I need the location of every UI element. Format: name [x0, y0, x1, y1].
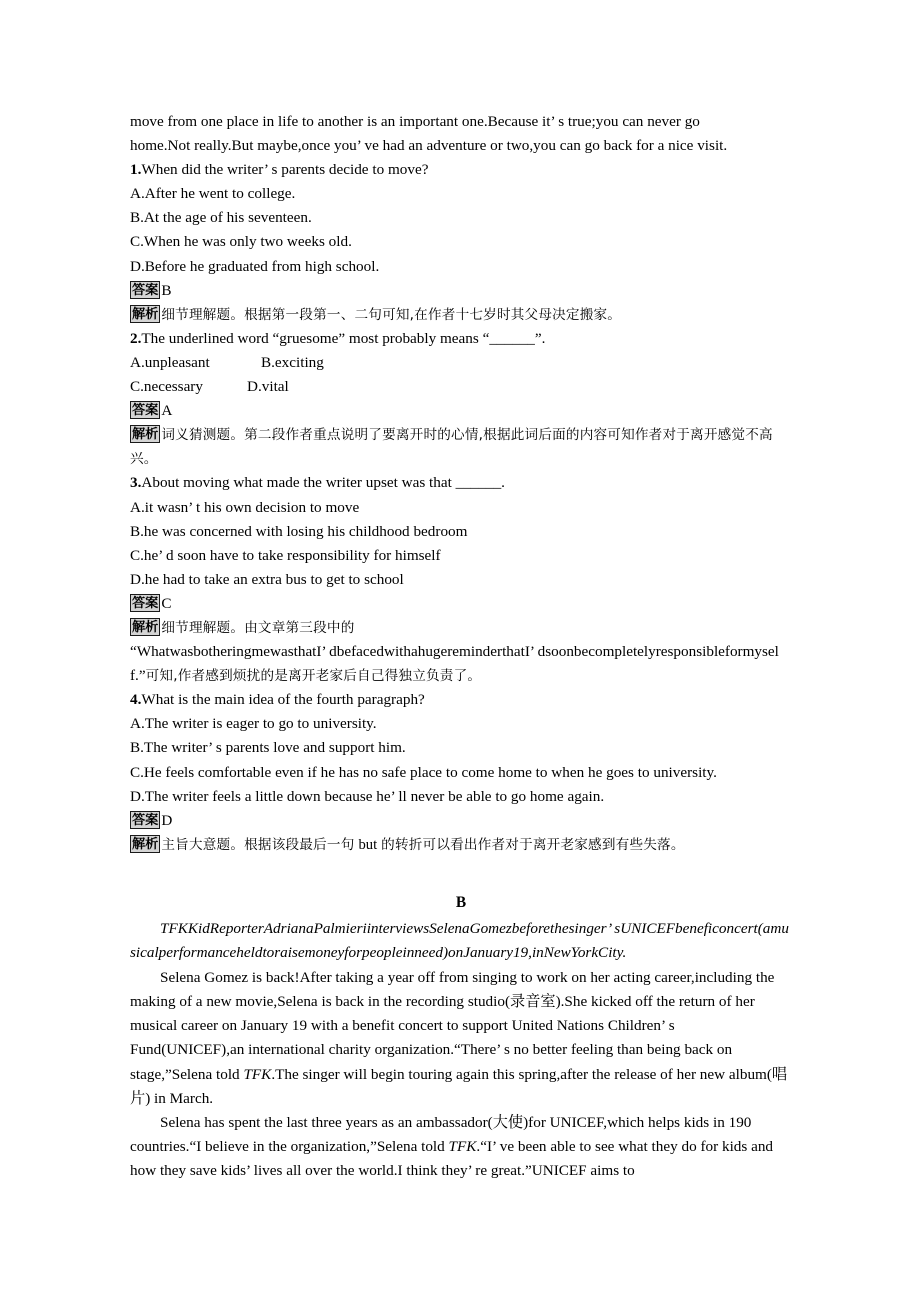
question-3-number: 3. [130, 474, 142, 492]
section-b-paragraph-1 [130, 966, 792, 1111]
question-2-analysis-text: 词义猜测题。第二段作者重点说明了要离开时的心情,根据此词后面的内容可知作者对于离开感觉不高兴。 [130, 427, 773, 468]
question-4-option-a[interactable]: A.The writer is eager to go to university. [130, 715, 377, 733]
question-4-answer-value: D [161, 811, 173, 829]
question-3-option-b[interactable]: B.he was concerned with losing his childhood bedroom [130, 522, 468, 540]
question-1-analysis-row [130, 303, 792, 327]
question-2-stem [130, 327, 792, 351]
section-b-paragraph-2 [130, 1111, 792, 1183]
analysis-label-badge: 解析 [132, 427, 159, 443]
analysis-label-badge: 解析 [132, 306, 159, 322]
question-1-option-c[interactable]: C.When he was only two weeks old. [130, 233, 352, 251]
answer-label-badge: 答案 [132, 812, 159, 828]
document-body [130, 110, 792, 1183]
question-4-number: 4. [130, 691, 142, 709]
question-4-option-c[interactable]: C.He feels comfortable even if he has no safe place to come home to when he goes to university. [130, 763, 717, 781]
section-b-label: B [455, 893, 467, 911]
paragraph-1-part-3: .The singer will begin touring again this spring,after the release of her new album(唱片) in March. [130, 1065, 788, 1107]
question-1-option-a[interactable]: A.After he went to college. [130, 185, 296, 203]
paragraph-2-part-1: Selena has spent the last three years as an ambassador(大使)for UNICEF,which helps kids in 190 countries.“I believe in the organization,”Selena told [130, 1113, 752, 1155]
question-4-option-d[interactable]: D.The writer feels a little down because he’ ll never be able to go home again. [130, 787, 605, 805]
paragraph-2-source-tfk: TFK [448, 1137, 477, 1155]
question-2-number: 2. [130, 329, 142, 347]
question-3-analysis-row [130, 616, 792, 640]
analysis-label-badge: 解析 [132, 619, 159, 635]
question-2-analysis-row [130, 423, 792, 471]
question-3-answer-value: C [161, 594, 172, 612]
question-3-analysis-tail: 可知,作者感到烦扰的是离开老家后自己得独立负责了。 [145, 668, 482, 685]
question-2-option-a[interactable]: A.unpleasant [130, 353, 210, 371]
question-3-answer-row [130, 592, 792, 616]
question-1-option-b[interactable]: B.At the age of his seventeen. [130, 209, 312, 227]
paragraph-1-source-tfk: TFK [243, 1065, 272, 1083]
question-2-option-b[interactable]: B.exciting [261, 353, 324, 371]
question-4-analysis-keyword: but [358, 836, 378, 853]
question-1-number: 1. [130, 161, 142, 179]
question-2-stem-text: The underlined word “gruesome” most probably means “______”. [141, 329, 546, 347]
question-2-option-d[interactable]: D.vital [247, 378, 289, 396]
paragraph-2-part-3: .“I’ ve been able to see what they do for kids and how they save kids’ lives all over the world.I think they’ re great.”UNICEF aims to [130, 1137, 774, 1179]
question-4-option-b[interactable]: B.The writer’ s parents love and support him. [130, 739, 406, 757]
answer-label-badge: 答案 [132, 282, 159, 298]
analysis-label-badge: 解析 [132, 836, 159, 852]
question-1-option-d[interactable]: D.Before he graduated from high school. [130, 257, 380, 275]
answer-label-badge: 答案 [132, 595, 159, 611]
question-1-stem-text: When did the writer’ s parents decide to move? [141, 161, 429, 179]
question-4-stem [130, 688, 792, 712]
question-4-stem-text: What is the main idea of the fourth paragraph? [141, 691, 425, 709]
question-3-analysis-quote: “WhatwasbotheringmewasthatI’ dbefacedwithahugereminderthatI’ dsoonbecompletelyresponsibleformyself.” [130, 643, 779, 685]
question-1-analysis-text: 细节理解题。根据第一段第一、二句可知,在作者十七岁时其父母决定搬家。 [161, 306, 622, 323]
question-3-stem-text: About moving what made the writer upset was that ______. [141, 474, 505, 492]
question-4-analysis-pre: 主旨大意题。根据该段最后一句 [161, 836, 355, 853]
question-2-option-row-1 [130, 351, 792, 375]
question-3-option-c[interactable]: C.he’ d soon have to take responsibility for himself [130, 546, 441, 564]
passage-tail-line-1: move from one place in life to another is an important one.Because it’ s true;you can never go [130, 113, 700, 130]
question-3-option-a[interactable]: A.it wasn’ t his own decision to move [130, 498, 360, 516]
paragraph-1-part-1: Selena Gomez is back!After taking a year off from singing to work on her acting career,including the making of a new movie,Selena is back in the recording studio(录音室).She kicked off the return of her musical career on January 19 with a benefit concert to support United Nations Children’ s Fund(UNICEF),an international charity organization.“There’ s no better feeling than being back on stage,”Selena told [130, 969, 775, 1083]
question-4-analysis-post: 的转折可以看出作者对于离开老家感到有些失落。 [381, 836, 685, 853]
question-2-answer-value: A [161, 402, 173, 420]
question-3-stem [130, 471, 792, 495]
question-3-analysis-lead: 细节理解题。由文章第三段中的 [161, 619, 355, 636]
question-4-analysis-row [130, 833, 792, 857]
question-2-answer-row [130, 399, 792, 423]
answer-label-badge: 答案 [132, 403, 159, 419]
question-3-option-d[interactable]: D.he had to take an extra bus to get to school [130, 570, 404, 588]
question-1-stem [130, 158, 792, 182]
question-3-analysis-quote-row [130, 640, 792, 688]
question-2-option-c[interactable]: C.necessary [130, 378, 203, 396]
question-4-answer-row [130, 809, 792, 833]
question-2-option-row-2 [130, 375, 792, 399]
question-1-answer-row [130, 279, 792, 303]
question-1-answer-value: B [161, 281, 172, 299]
section-b-intro: TFKKidReporterAdrianaPalmieriinterviewsSelenaGomezbeforethesinger’ sUNICEFbeneficoncert(amusicalperformanceheldtoraisemoneyforpeopleinneed)onJanuary19,inNewYorkCity. [130, 920, 789, 962]
passage-tail-line-2: home.Not really.But maybe,once you’ ve had an adventure or two,you can go back for a nice visit. [130, 137, 728, 155]
